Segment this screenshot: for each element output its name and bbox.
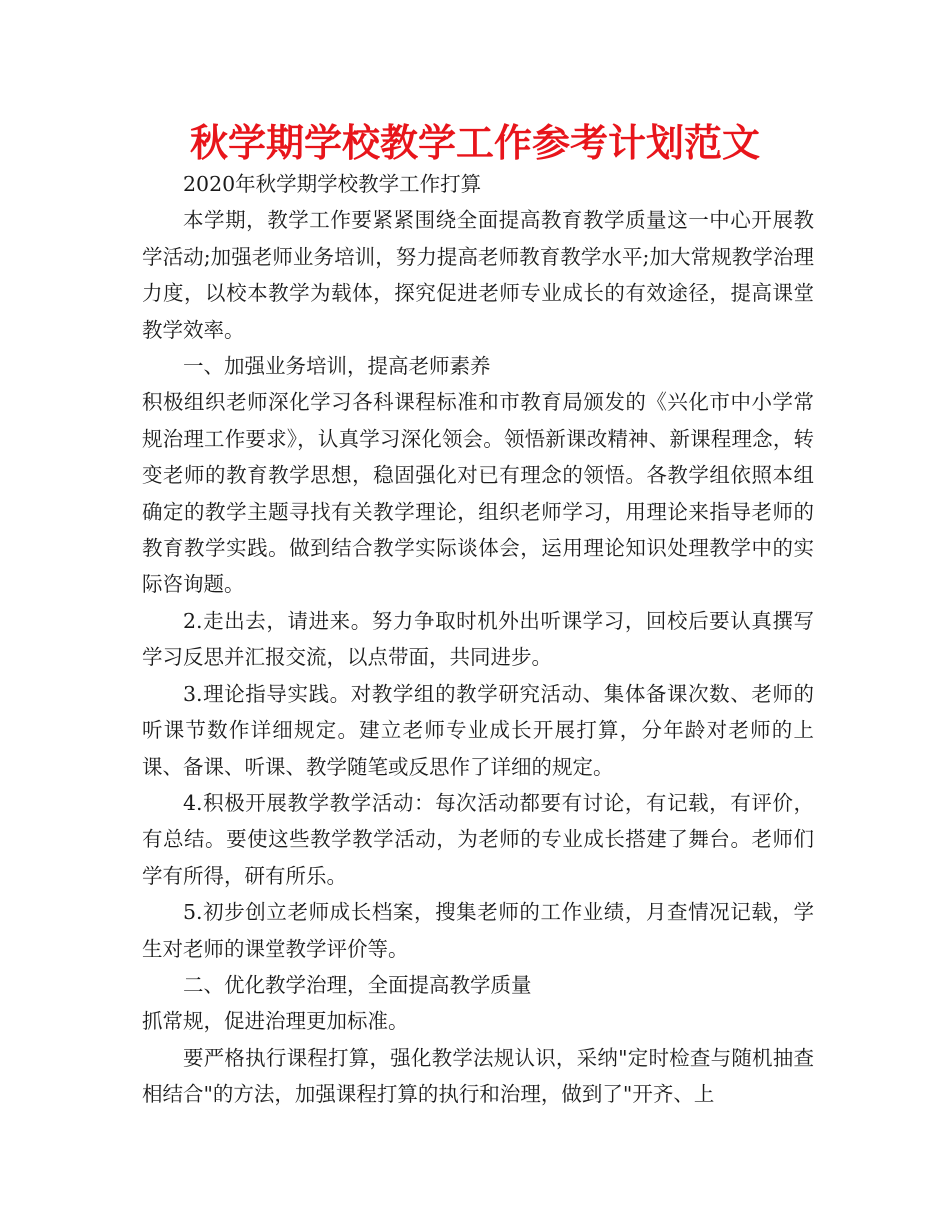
section-heading-2: 二、优化教学治理，全面提高教学质量 — [183, 972, 532, 997]
paragraph-curriculum: 要严格执行课程打算，强化教学法规认识，采纳"定时检查与随机抽查相结合"的方法，加强课程打算的执行和治理，做到了"开齐、上 — [142, 1045, 814, 1107]
paragraph-item-2: 2.走出去，请进来。努力争取时机外出听课学习，回校后要认真撰写学习反思并汇报交流，以点带面，共同进步。 — [142, 608, 814, 670]
paragraph-routine: 抓常规，促进治理更加标准。 — [142, 1009, 409, 1034]
document-body — [142, 166, 814, 1113]
document-title: 秋学期学校教学工作参考计划范文 — [189, 121, 760, 165]
paragraph-item-4: 4.积极开展教学教学活动：每次活动都要有讨论，有记载，有评价，有总结。要使这些教学教学活动，为老师的专业成长搭建了舞台。老师们学有所得，研有所乐。 — [142, 790, 814, 888]
section-heading-1: 一、加强业务培训，提高老师素养 — [183, 354, 491, 379]
paragraph-item-3: 3.理论指导实践。对教学组的教学研究活动、集体备课次数、老师的听课节数作详细规定。建立老师专业成长开展打算，分年龄对老师的上课、备课、听课、教学随笔或反思作了详细的规定。 — [142, 681, 814, 779]
paragraph-subtitle: 2020年秋学期学校教学工作打算 — [183, 172, 482, 196]
paragraph-item-5: 5.初步创立老师成长档案，搜集老师的工作业绩，月查情况记载，学生对老师的课堂教学评价等。 — [142, 900, 814, 961]
paragraph-training: 积极组织老师深化学习各科课程标准和市教育局颁发的《兴化市中小学常规治理工作要求》，认真学习深化领会。领悟新课改精神、新课程理念，转变老师的教育教学思想，稳固强化对已有理念的领悟。各教学组依照本组确定的教学主题寻找有关教学理论，组织老师学习，用理论来指导老师的教育教学实践。做到结合教学实际谈体会，运用理论知识处理教学中的实际咨询题。 — [142, 390, 814, 597]
paragraph-intro: 本学期，教学工作要紧紧围绕全面提高教育教学质量这一中心开展教学活动;加强老师业务培训，努力提高老师教育教学水平;加大常规教学治理力度，以校本教学为载体，探究促进老师专业成长的有效途径，提高课堂教学效率。 — [142, 208, 814, 342]
